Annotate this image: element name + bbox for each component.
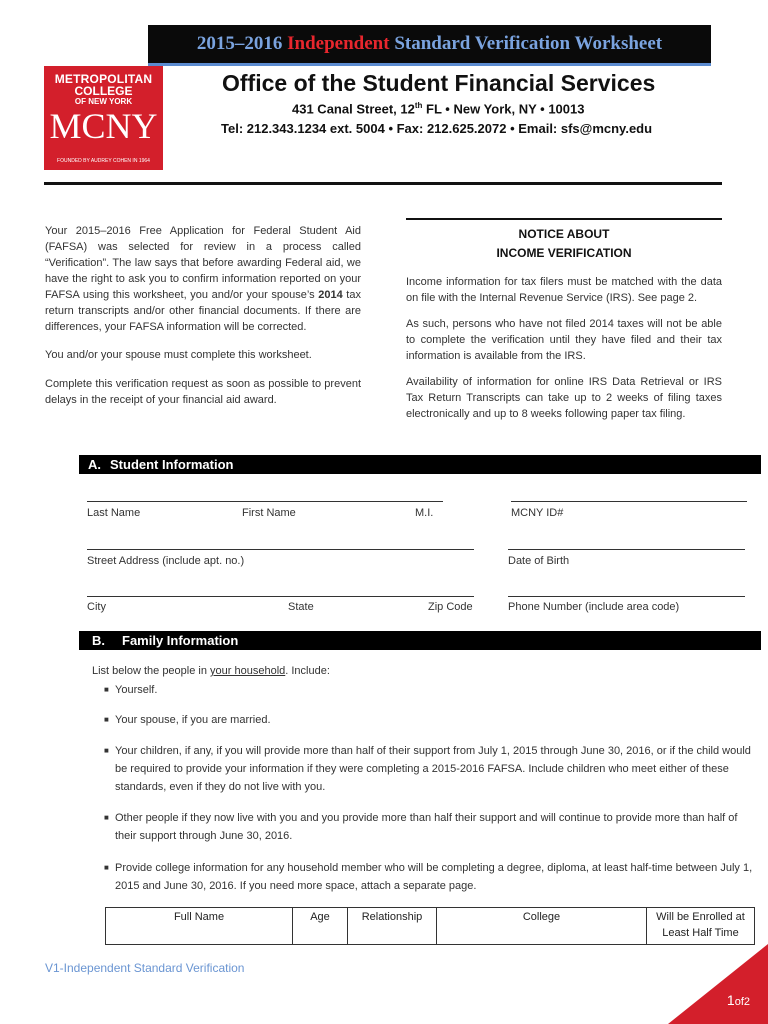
col-college: College [437, 908, 647, 944]
col-enrolled-half-time: Will be Enrolled at Least Half Time [656, 911, 745, 939]
col-full-name: Full Name [106, 908, 293, 944]
notice-paragraph-1: Income information for tax filers must be matched with the data on file with the Internal Revenue Service (IRS). See page 2. [406, 276, 722, 304]
last-name-field[interactable] [87, 501, 443, 502]
notice-paragraph-2: As such, persons who have not filed 2014 taxes will not be able to complete the verification until they have filed and their tax information is available from the IRS. [406, 318, 722, 362]
date-of-birth-field[interactable] [508, 549, 745, 550]
worksheet-title-banner [148, 25, 711, 66]
page-number: 1of2 [726, 992, 750, 1008]
mi-label: M.I. [415, 507, 434, 519]
notice-body [406, 274, 722, 432]
zip-code-label: Zip Code [428, 601, 473, 613]
section-a-header: A. Student Information [79, 455, 761, 474]
street-address-label: Street Address (include apt. no.) [87, 555, 245, 567]
intro-paragraph-1: Your 2015–2016 Free Application for Federal Student Aid (FAFSA) was selected for review in a process called “Verification”. The law says that before awarding Federal aid, we have the right to ask you to confirm information reported on your FAFSA using this worksheet, you and/or your spouse’s 2014 tax return transcripts and/or other financial documents. If there are differences, your FAFSA information will be corrected. [45, 225, 361, 333]
office-address: 431 Canal Street, 12th FL • New York, NY • 10013 [292, 101, 585, 117]
state-label: State [288, 601, 314, 613]
intro-text [45, 223, 361, 420]
mcny-id-field[interactable] [511, 501, 747, 502]
household-link: your household [210, 665, 286, 677]
notice-heading: NOTICE ABOUT INCOME VERIFICATION [496, 227, 632, 260]
intro-paragraph-3: Complete this verification request as soon as possible to prevent delays in the receipt of your financial aid award. [45, 378, 361, 406]
street-address-field[interactable] [87, 549, 474, 550]
office-name: Office of the Student Financial Services [222, 70, 656, 96]
phone-number-field[interactable] [508, 596, 745, 597]
notice-divider [406, 218, 722, 220]
intro-paragraph-2: You and/or your spouse must complete this worksheet. [45, 349, 312, 361]
date-of-birth-label: Date of Birth [508, 555, 570, 567]
family-intro: List below the people in your household. Include: [92, 665, 330, 677]
document-label: V1-Independent Standard Verification [45, 961, 245, 975]
page-corner-triangle [668, 944, 768, 1024]
section-b-header: B. Family Information [79, 631, 761, 650]
header-divider [44, 182, 722, 185]
title-highlight: Independent [287, 33, 390, 54]
last-name-label: Last Name [87, 507, 141, 519]
logo-monogram: MCNY [49, 106, 158, 146]
household-table [105, 907, 755, 945]
mcny-id-label: MCNY ID# [511, 507, 564, 519]
col-age: Age [293, 908, 348, 944]
mcny-logo: METROPOLITAN COLLEGE OF NEW YORK MCNY FOUNDED BY AUDREY COHEN IN 1964 [44, 66, 163, 170]
office-contact: Tel: 212.343.1234 ext. 5004 • Fax: 212.625.2072 • Email: sfs@mcny.edu [221, 121, 653, 136]
city-state-zip-field[interactable] [87, 596, 474, 597]
first-name-label: First Name [242, 507, 296, 519]
worksheet-title: 2015–2016 Independent Standard Verification Worksheet [196, 33, 663, 54]
city-label: City [87, 601, 106, 613]
notice-paragraph-3: Availability of information for online IRS Data Retrieval or IRS Tax Return Transcripts can take up to 2 weeks of filing taxes electronically and up to 8 weeks following paper tax filing. [406, 376, 722, 420]
col-relationship: Relationship [348, 908, 437, 944]
phone-number-label: Phone Number (include area code) [508, 601, 680, 613]
